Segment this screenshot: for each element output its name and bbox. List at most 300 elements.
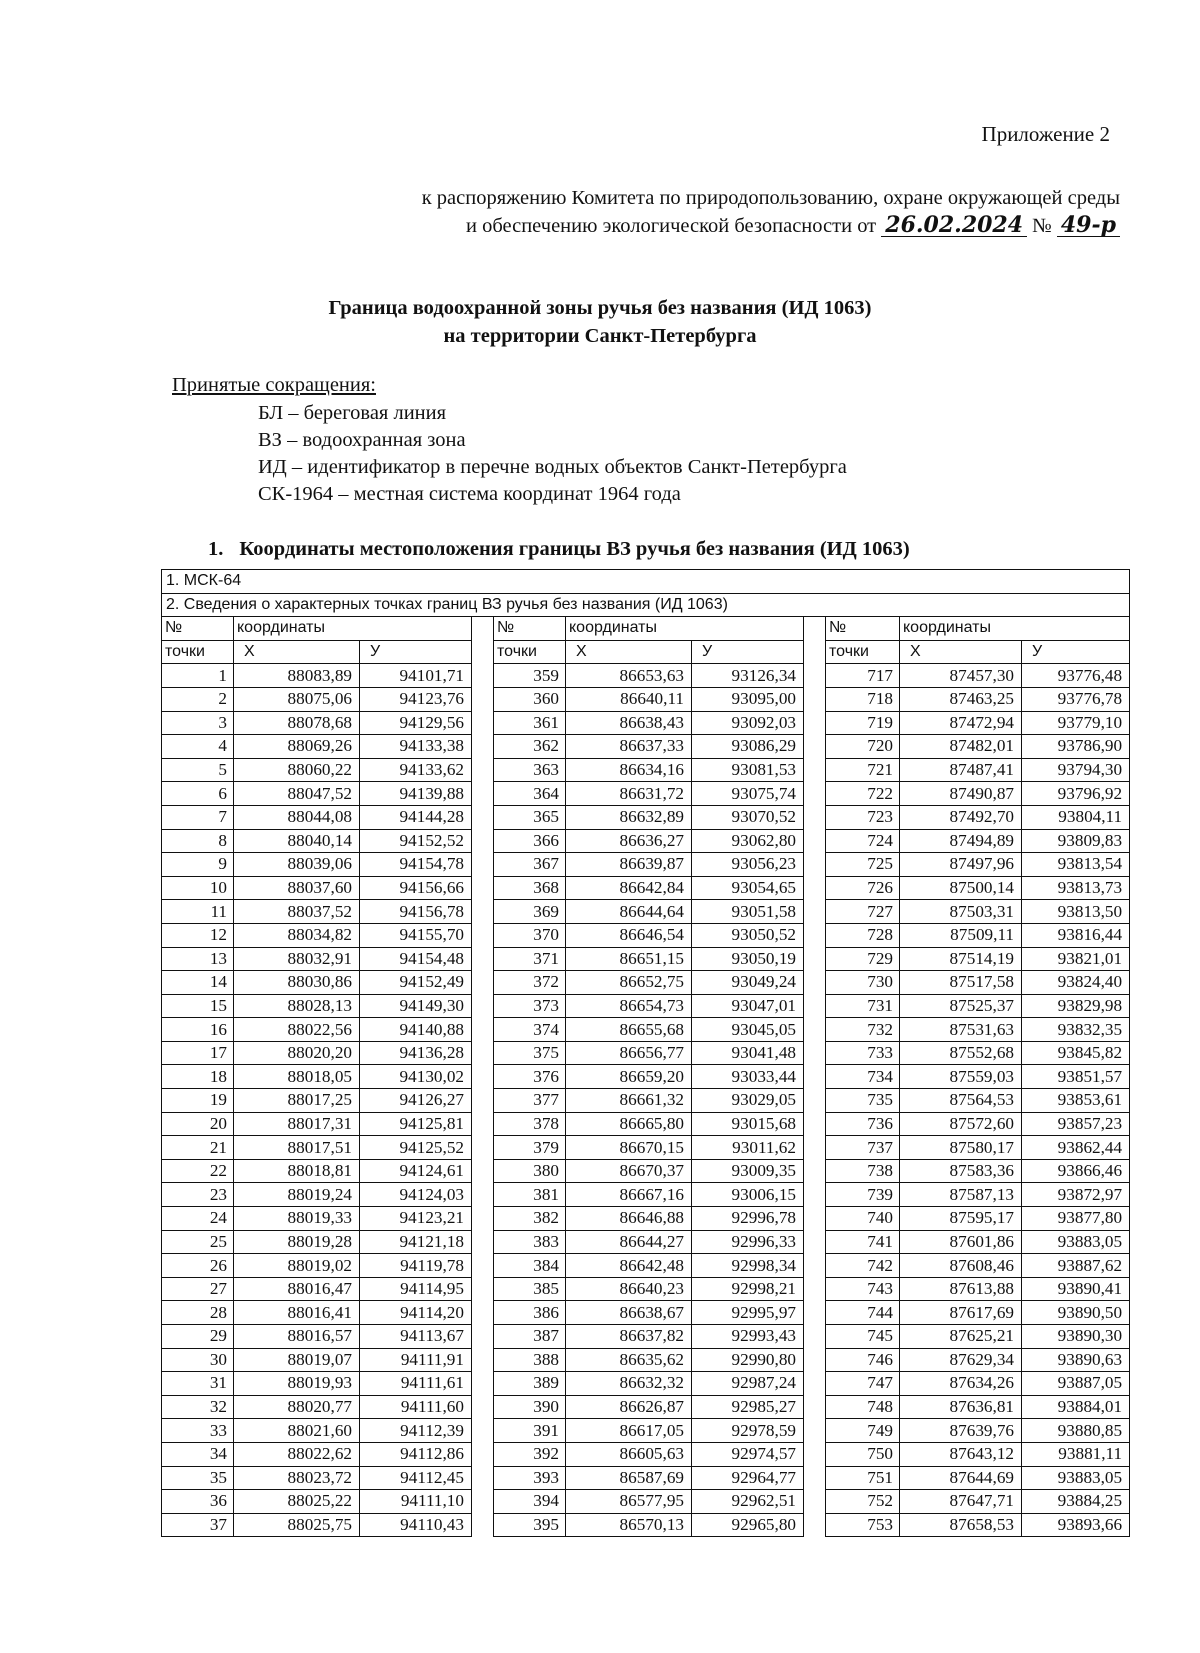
point-number: 722 — [826, 782, 900, 806]
coord-x: 86646,54 — [566, 923, 692, 947]
coord-x: 86667,16 — [566, 1183, 692, 1207]
coord-x: 88030,86 — [234, 971, 360, 995]
coord-y: 93880,85 — [1022, 1419, 1130, 1443]
column-gap — [472, 1419, 494, 1443]
point-number: 6 — [162, 782, 234, 806]
coord-y: 93890,50 — [1022, 1301, 1130, 1325]
column-gap — [472, 758, 494, 782]
coord-y: 94121,18 — [360, 1230, 472, 1254]
point-number: 3 — [162, 711, 234, 735]
coord-x: 88028,13 — [234, 994, 360, 1018]
coord-x: 86670,37 — [566, 1159, 692, 1183]
coord-y: 93890,41 — [1022, 1277, 1130, 1301]
coord-x: 88019,93 — [234, 1372, 360, 1396]
coord-x: 86577,95 — [566, 1490, 692, 1514]
coord-x: 87525,37 — [900, 994, 1022, 1018]
column-gap — [804, 900, 826, 924]
coord-x: 87531,63 — [900, 1018, 1022, 1042]
coord-x: 86636,27 — [566, 829, 692, 853]
point-number: 36 — [162, 1490, 234, 1514]
point-number: 16 — [162, 1018, 234, 1042]
abbreviation-item: СК-1964 – местная система координат 1964 года — [258, 483, 681, 505]
order-reference — [0, 184, 1120, 240]
coord-y: 93081,53 — [692, 758, 804, 782]
coord-y: 92987,24 — [692, 1372, 804, 1396]
coord-y: 94119,78 — [360, 1254, 472, 1278]
coord-x: 86637,82 — [566, 1325, 692, 1349]
coord-x: 86638,43 — [566, 711, 692, 735]
coord-x: 88018,05 — [234, 1065, 360, 1089]
coord-x: 87559,03 — [900, 1065, 1022, 1089]
coord-x: 86587,69 — [566, 1466, 692, 1490]
abbreviations-list — [258, 400, 847, 508]
point-number: 360 — [494, 687, 566, 711]
point-number: 383 — [494, 1230, 566, 1254]
point-number: 748 — [826, 1395, 900, 1419]
coord-x: 87463,25 — [900, 687, 1022, 711]
coord-x: 87482,01 — [900, 735, 1022, 759]
column-gap — [804, 1089, 826, 1113]
point-number: 392 — [494, 1442, 566, 1466]
point-number: 7 — [162, 805, 234, 829]
point-number: 20 — [162, 1112, 234, 1136]
table-row — [162, 853, 1130, 877]
coord-y: 93832,35 — [1022, 1018, 1130, 1042]
column-gap — [472, 853, 494, 877]
coord-y: 93887,62 — [1022, 1254, 1130, 1278]
point-number: 32 — [162, 1395, 234, 1419]
column-gap — [472, 994, 494, 1018]
coord-y: 93006,15 — [692, 1183, 804, 1207]
point-number: 738 — [826, 1159, 900, 1183]
coord-x: 86626,87 — [566, 1395, 692, 1419]
column-gap — [804, 1112, 826, 1136]
coord-y: 94110,43 — [360, 1513, 472, 1537]
coord-x: 87644,69 — [900, 1466, 1022, 1490]
section-number: 1. — [208, 538, 224, 560]
point-number: 11 — [162, 900, 234, 924]
coord-y: 93054,65 — [692, 876, 804, 900]
coordinates-table — [161, 569, 1130, 1537]
column-gap — [472, 617, 494, 641]
coord-y: 94154,78 — [360, 853, 472, 877]
point-number: 730 — [826, 971, 900, 995]
coord-y: 93881,11 — [1022, 1442, 1130, 1466]
coord-x: 88022,62 — [234, 1442, 360, 1466]
point-number: 23 — [162, 1183, 234, 1207]
point-number: 17 — [162, 1041, 234, 1065]
table-header-row — [162, 617, 1130, 641]
coord-x: 88039,06 — [234, 853, 360, 877]
table-row — [162, 1513, 1130, 1537]
coord-y: 93887,05 — [1022, 1372, 1130, 1396]
column-gap — [472, 1466, 494, 1490]
coord-x: 86642,48 — [566, 1254, 692, 1278]
coord-x: 86605,63 — [566, 1442, 692, 1466]
point-number: 742 — [826, 1254, 900, 1278]
header-y: У — [692, 640, 804, 664]
point-number: 370 — [494, 923, 566, 947]
column-gap — [804, 1041, 826, 1065]
point-number: 724 — [826, 829, 900, 853]
point-number: 391 — [494, 1419, 566, 1443]
coord-y: 94124,61 — [360, 1159, 472, 1183]
coord-x: 87457,30 — [900, 664, 1022, 688]
column-gap — [804, 1325, 826, 1349]
column-gap — [472, 1183, 494, 1207]
coord-x: 88069,26 — [234, 735, 360, 759]
table-row — [162, 1230, 1130, 1254]
table-row — [162, 1112, 1130, 1136]
coord-y: 94123,76 — [360, 687, 472, 711]
header-coords: координаты — [900, 617, 1130, 641]
coord-x: 86656,77 — [566, 1041, 692, 1065]
coord-y: 93884,01 — [1022, 1395, 1130, 1419]
column-gap — [472, 1041, 494, 1065]
column-gap — [804, 1442, 826, 1466]
coord-x: 88020,77 — [234, 1395, 360, 1419]
table-row — [162, 1089, 1130, 1113]
point-number: 381 — [494, 1183, 566, 1207]
column-gap — [804, 1183, 826, 1207]
coord-y: 93776,48 — [1022, 664, 1130, 688]
document-title-line1: Граница водоохранной зоны ручья без названия (ИД 1063) — [328, 297, 872, 319]
column-gap — [472, 735, 494, 759]
table-row — [162, 829, 1130, 853]
column-gap — [472, 1348, 494, 1372]
coord-x: 86631,72 — [566, 782, 692, 806]
column-gap — [472, 1513, 494, 1537]
coord-y: 92962,51 — [692, 1490, 804, 1514]
coord-x: 87503,31 — [900, 900, 1022, 924]
coord-y: 93890,63 — [1022, 1348, 1130, 1372]
point-number: 753 — [826, 1513, 900, 1537]
point-number: 394 — [494, 1490, 566, 1514]
document-title — [0, 294, 1200, 350]
point-number: 736 — [826, 1112, 900, 1136]
coord-x: 88016,41 — [234, 1301, 360, 1325]
point-number: 10 — [162, 876, 234, 900]
coord-y: 94155,70 — [360, 923, 472, 947]
coord-y: 93786,90 — [1022, 735, 1130, 759]
point-number: 384 — [494, 1254, 566, 1278]
coord-y: 93051,58 — [692, 900, 804, 924]
coord-y: 93779,10 — [1022, 711, 1130, 735]
table-row — [162, 971, 1130, 995]
coord-x: 87490,87 — [900, 782, 1022, 806]
coord-x: 87494,89 — [900, 829, 1022, 853]
point-number: 13 — [162, 947, 234, 971]
coord-x: 86640,11 — [566, 687, 692, 711]
coord-y: 94112,39 — [360, 1419, 472, 1443]
column-gap — [472, 1159, 494, 1183]
coord-y: 92996,33 — [692, 1230, 804, 1254]
coord-x: 86644,27 — [566, 1230, 692, 1254]
coord-x: 86665,80 — [566, 1112, 692, 1136]
coord-y: 92985,27 — [692, 1395, 804, 1419]
point-number: 735 — [826, 1089, 900, 1113]
point-number: 373 — [494, 994, 566, 1018]
table-row — [162, 900, 1130, 924]
point-number: 390 — [494, 1395, 566, 1419]
point-number: 380 — [494, 1159, 566, 1183]
coord-y: 93872,97 — [1022, 1183, 1130, 1207]
point-number: 728 — [826, 923, 900, 947]
coord-y: 92965,80 — [692, 1513, 804, 1537]
coord-x: 86639,87 — [566, 853, 692, 877]
document-title-line2: на территории Санкт-Петербурга — [443, 325, 757, 347]
coord-x: 88016,57 — [234, 1325, 360, 1349]
point-number: 2 — [162, 687, 234, 711]
coord-y: 93092,03 — [692, 711, 804, 735]
coord-y: 92974,57 — [692, 1442, 804, 1466]
table-row — [162, 947, 1130, 971]
column-gap — [472, 1065, 494, 1089]
coord-y: 93824,40 — [1022, 971, 1130, 995]
coord-y: 93845,82 — [1022, 1041, 1130, 1065]
coord-x: 88032,91 — [234, 947, 360, 971]
column-gap — [472, 1112, 494, 1136]
order-date: 26.02.2024 — [881, 214, 1027, 237]
table-row — [162, 758, 1130, 782]
coord-y: 93011,62 — [692, 1136, 804, 1160]
coord-x: 86632,89 — [566, 805, 692, 829]
coord-y: 93862,44 — [1022, 1136, 1130, 1160]
coord-x: 86642,84 — [566, 876, 692, 900]
point-number: 21 — [162, 1136, 234, 1160]
point-number: 751 — [826, 1466, 900, 1490]
coord-x: 86617,05 — [566, 1419, 692, 1443]
coord-x: 87617,69 — [900, 1301, 1022, 1325]
coord-x: 88025,22 — [234, 1490, 360, 1514]
coord-x: 86635,62 — [566, 1348, 692, 1372]
table-row — [162, 664, 1130, 688]
coord-x: 87472,94 — [900, 711, 1022, 735]
column-gap — [804, 1419, 826, 1443]
coord-y: 94152,49 — [360, 971, 472, 995]
coord-x: 87595,17 — [900, 1207, 1022, 1231]
coord-y: 93813,73 — [1022, 876, 1130, 900]
column-gap — [472, 876, 494, 900]
coord-y: 94125,52 — [360, 1136, 472, 1160]
coord-y: 93813,54 — [1022, 853, 1130, 877]
point-number: 734 — [826, 1065, 900, 1089]
point-number: 752 — [826, 1490, 900, 1514]
coord-x: 88078,68 — [234, 711, 360, 735]
column-gap — [804, 1159, 826, 1183]
point-number: 1 — [162, 664, 234, 688]
point-number: 731 — [826, 994, 900, 1018]
coord-y: 93809,83 — [1022, 829, 1130, 853]
coord-y: 92995,97 — [692, 1301, 804, 1325]
coord-y: 93070,52 — [692, 805, 804, 829]
column-gap — [472, 1230, 494, 1254]
coord-y: 94126,27 — [360, 1089, 472, 1113]
point-number: 365 — [494, 805, 566, 829]
point-number: 9 — [162, 853, 234, 877]
coord-y: 93041,48 — [692, 1041, 804, 1065]
coord-x: 86655,68 — [566, 1018, 692, 1042]
column-gap — [472, 1277, 494, 1301]
coord-x: 86638,67 — [566, 1301, 692, 1325]
order-number-label: № — [1032, 215, 1052, 237]
coord-y: 93851,57 — [1022, 1065, 1130, 1089]
order-reference-line2 — [0, 212, 1120, 240]
coord-y: 93829,98 — [1022, 994, 1130, 1018]
table-row — [162, 805, 1130, 829]
point-number: 364 — [494, 782, 566, 806]
column-gap — [472, 971, 494, 995]
table-row — [162, 923, 1130, 947]
coord-x: 88034,82 — [234, 923, 360, 947]
point-number: 379 — [494, 1136, 566, 1160]
coord-y: 94112,45 — [360, 1466, 472, 1490]
table-row — [162, 1419, 1130, 1443]
column-gap — [472, 782, 494, 806]
column-gap — [804, 640, 826, 664]
coord-x: 87608,46 — [900, 1254, 1022, 1278]
point-number: 12 — [162, 923, 234, 947]
coord-y: 93804,11 — [1022, 805, 1130, 829]
column-gap — [804, 971, 826, 995]
point-number: 361 — [494, 711, 566, 735]
coord-x: 87601,86 — [900, 1230, 1022, 1254]
column-gap — [472, 711, 494, 735]
column-gap — [472, 1325, 494, 1349]
coord-y: 93794,30 — [1022, 758, 1130, 782]
point-number: 726 — [826, 876, 900, 900]
point-number: 729 — [826, 947, 900, 971]
header-coords: координаты — [234, 617, 472, 641]
column-gap — [804, 687, 826, 711]
column-gap — [804, 782, 826, 806]
header-no: № — [826, 617, 900, 641]
coord-x: 88020,20 — [234, 1041, 360, 1065]
abbreviation-item: ВЗ – водоохранная зона — [258, 429, 466, 451]
point-number: 745 — [826, 1325, 900, 1349]
point-number: 382 — [494, 1207, 566, 1231]
coord-y: 94139,88 — [360, 782, 472, 806]
column-gap — [472, 1301, 494, 1325]
coord-y: 92978,59 — [692, 1419, 804, 1443]
coord-x: 88037,52 — [234, 900, 360, 924]
point-number: 4 — [162, 735, 234, 759]
coord-x: 87580,17 — [900, 1136, 1022, 1160]
coord-x: 86651,15 — [566, 947, 692, 971]
coord-x: 86659,20 — [566, 1065, 692, 1089]
coord-y: 94125,81 — [360, 1112, 472, 1136]
coord-x: 86634,16 — [566, 758, 692, 782]
appendix-label: Приложение 2 — [981, 122, 1110, 146]
point-number: 743 — [826, 1277, 900, 1301]
table-row — [162, 1136, 1130, 1160]
coord-y: 93045,05 — [692, 1018, 804, 1042]
table-row — [162, 1183, 1130, 1207]
abbreviations-heading: Принятые сокращения: — [172, 374, 376, 396]
point-number: 732 — [826, 1018, 900, 1042]
point-number: 27 — [162, 1277, 234, 1301]
point-number: 385 — [494, 1277, 566, 1301]
coord-y: 94156,66 — [360, 876, 472, 900]
point-number: 727 — [826, 900, 900, 924]
coord-x: 88017,25 — [234, 1089, 360, 1113]
point-number: 363 — [494, 758, 566, 782]
table-row — [162, 1372, 1130, 1396]
coord-y: 93857,23 — [1022, 1112, 1130, 1136]
point-number: 375 — [494, 1041, 566, 1065]
point-number: 747 — [826, 1372, 900, 1396]
column-gap — [472, 1442, 494, 1466]
point-number: 5 — [162, 758, 234, 782]
column-gap — [804, 1348, 826, 1372]
coord-x: 88021,60 — [234, 1419, 360, 1443]
coord-y: 93893,66 — [1022, 1513, 1130, 1537]
coord-y: 93853,61 — [1022, 1089, 1130, 1113]
table-row — [162, 570, 1130, 594]
order-reference-line1: к распоряжению Комитета по природопользованию, охране окружающей среды — [421, 187, 1120, 209]
coord-y: 94154,48 — [360, 947, 472, 971]
coord-y: 93062,80 — [692, 829, 804, 853]
coord-y: 93126,34 — [692, 664, 804, 688]
column-gap — [804, 853, 826, 877]
coord-y: 93029,05 — [692, 1089, 804, 1113]
coord-y: 93813,50 — [1022, 900, 1130, 924]
coord-x: 88017,51 — [234, 1136, 360, 1160]
coord-x: 87658,53 — [900, 1513, 1022, 1537]
column-gap — [472, 947, 494, 971]
point-number: 34 — [162, 1442, 234, 1466]
table-row — [162, 876, 1130, 900]
point-number: 389 — [494, 1372, 566, 1396]
point-number: 733 — [826, 1041, 900, 1065]
column-gap — [804, 1136, 826, 1160]
column-gap — [804, 1513, 826, 1537]
column-gap — [804, 1466, 826, 1490]
coord-x: 87517,58 — [900, 971, 1022, 995]
coord-x: 88023,72 — [234, 1466, 360, 1490]
section-title — [208, 538, 910, 561]
column-gap — [804, 829, 826, 853]
table-row — [162, 1442, 1130, 1466]
coord-y: 92990,80 — [692, 1348, 804, 1372]
coord-x: 88019,24 — [234, 1183, 360, 1207]
column-gap — [472, 1207, 494, 1231]
table-row — [162, 593, 1130, 617]
point-number: 721 — [826, 758, 900, 782]
coord-y: 93075,74 — [692, 782, 804, 806]
coord-x: 88047,52 — [234, 782, 360, 806]
coord-y: 94130,02 — [360, 1065, 472, 1089]
point-number: 8 — [162, 829, 234, 853]
table-row — [162, 1325, 1130, 1349]
coord-y: 92993,43 — [692, 1325, 804, 1349]
coord-y: 93884,25 — [1022, 1490, 1130, 1514]
coord-x: 87634,26 — [900, 1372, 1022, 1396]
coord-y: 94124,03 — [360, 1183, 472, 1207]
point-number: 739 — [826, 1183, 900, 1207]
coord-x: 88075,06 — [234, 687, 360, 711]
column-gap — [804, 758, 826, 782]
header-no: № — [162, 617, 234, 641]
table-row — [162, 711, 1130, 735]
coord-y: 94111,91 — [360, 1348, 472, 1372]
header-point: точки — [162, 640, 234, 664]
point-number: 718 — [826, 687, 900, 711]
coord-y: 93776,78 — [1022, 687, 1130, 711]
header-x: Х — [234, 640, 360, 664]
table-caption-row: 2. Сведения о характерных точках границ ВЗ ручья без названия (ИД 1063) — [162, 593, 1130, 617]
abbreviation-item: БЛ – береговая линия — [258, 402, 447, 424]
